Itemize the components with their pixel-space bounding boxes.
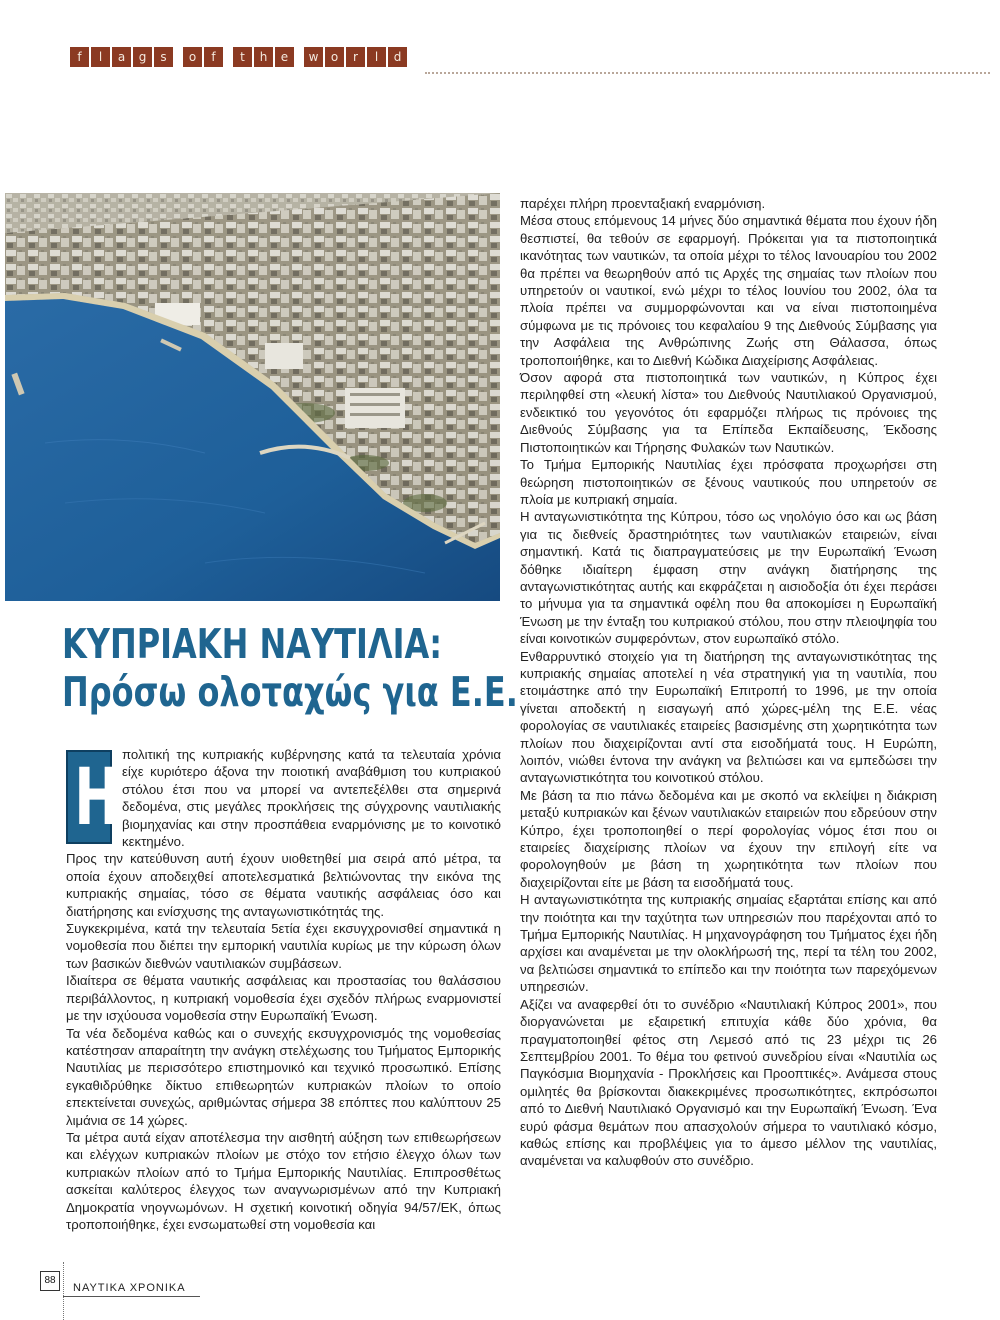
header-letter-tile: r bbox=[346, 47, 365, 67]
header-letter-tile: f bbox=[204, 47, 223, 67]
header-letter-tile: l bbox=[367, 47, 386, 67]
photo-illustration bbox=[5, 193, 500, 601]
paragraph: Ιδιαίτερα σε θέματα ναυτικής ασφάλειας και προστασίας του θαλάσσιου περιβάλλοντος, η κυπριακή νομοθεσία έχει σχεδόν πλήρως εναρμονιστεί με την ισχύουσα νομοθεσία στην Ευρωπαϊκή Ένωση. bbox=[66, 973, 501, 1024]
article-title bbox=[62, 620, 518, 716]
header-letter-tile: s bbox=[154, 47, 173, 67]
paragraph: Το Τμήμα Εμπορικής Ναυτιλίας έχει πρόσφατα προχωρήσει στη θεώρηση πιστοποιητικών σε ξένους ναυτικούς που υπηρετούν σε πλοία με κυπριακή σημαία. bbox=[520, 457, 937, 507]
paragraph: Τα νέα δεδομένα καθώς και ο συνεχής εκσυγχρονισμός της νομοθεσίας κατέστησαν απαραίτητη την ανάγκη στελέχωσης του Τμήματος Εμπορικής Ναυτιλίας με περισσότερο επιστημονικό και τεχνικό προσωπικό. Επίσης εγκαθιδρύθηκε δίκτυο επιθεωρητών κυπριακών πλοίων το οποίο επεκτείνεται συνεχώς, αριθμώντας σήμερα 38 επόπτες που καλύπτουν 25 λιμάνια σε 14 χώρες. bbox=[66, 1025, 501, 1128]
title-line-1: ΚΥΠΡΙΑΚΗ ΝΑΥΤΙΛΙΑ: bbox=[62, 620, 443, 668]
paragraph: Αξίζει να αναφερθεί ότι το συνέδριο «Ναυτιλιακή Κύπρος 2001», που διοργανώνεται με εξαιρετική επιτυχία κάθε δύο χρόνια, θα πραγματοποιηθεί φέτος στη Λεμεσό από τις 23 μέχρι τις 26 Σεπτεμβρίου 2001. Το θέμα του φετινού συνεδρίου είναι «Ναυτιλία ως Παγκόσμια Βιομηχανία - Προκλήσεις και Προοπτικές». Ανάμεσα στους ομιλητές θα βρίσκονται διακεκριμένες προσωπικότητες, εκπρόσωποι από το Διεθνή Ναυτιλιακό Οργανισμό και την Ευρωπαϊκή Ένωση. Ένα ευρύ φάσμα θεμάτων που απασχολούν σήμερα το ναυτιλιακό κόσμο, καθώς επίσης και προβλέψεις για το άμεσο μέλλον της ναυτιλίας, αναμένεται να καλυφθούν στο συνέδριο. bbox=[520, 996, 937, 1169]
header-dotted-rule bbox=[425, 72, 990, 74]
header-letter-tile: e bbox=[275, 47, 294, 67]
paragraph: Ενθαρρυντικό στοιχείο για τη διατήρηση της ανταγωνιστικότητας της κυπριακής σημαίας αποτελεί η νέα στρατηγική για τη ναυτιλία, που ετοιμάστηκε από την Ευρωπαϊκή Επιτροπή το 1996, με την οποία γίνεται αποδεκτή η εισαγωγή από χώρες-μέλη της Ε.Ε. νέας φορολογίας σε ναυτιλιακές εταιρείες βασισμένης στη χωρητικότητα των πλοίων που διαχειρίζονται αντί στα εισοδήματά τους. Η Ευρώπη, λοιπόν, νιώθει έντονα την ανάγκη να βελτιώσει και να εμπεδώσει την ανταγωνιστικότητα του κοινοτικού στόλου. bbox=[520, 648, 937, 786]
article-column-left bbox=[66, 746, 501, 1233]
paragraph: Η ανταγωνιστικότητα της κυπριακής σημαίας εξαρτάται επίσης και από την ποιότητα και την ταχύτητα των υπηρεσιών που παρέχονται από το Τμήμα Εμπορικής Ναυτιλίας. Η μηχανογράφηση του Τμήματος έχει ήδη αρχίσει και αναμένεται με την ολοκλήρωσή της, περί τα τέλη του 2002, να βελτιώσει σημαντικά το επίπεδο και την ποιότητα των παρεχόμενων υπηρεσιών. bbox=[520, 892, 937, 995]
article-column-right bbox=[520, 195, 937, 1170]
header-word bbox=[304, 47, 407, 69]
paragraph: Με βάση τα πιο πάνω δεδομένα και με σκοπό να εκλείψει η διάκριση μεταξύ κυπριακών και ξένων ναυτιλιακών εταιρειών που εδρεύουν στην Κύπρο, έχει τροποποιηθεί ο περί φορολογίας νόμος έτσι που οι εταιρείες διαχείρισης πλοίων να έχουν την επιλογή είτε να φορολογηθούν με βάση τη χωρητικότητα των πλοίων που διαχειρίζονται είτε με βάση τα εισοδήματά τους. bbox=[520, 787, 937, 890]
header-letter-tile: t bbox=[233, 47, 252, 67]
drop-cap bbox=[66, 750, 120, 844]
paragraph: Μέσα στους επόμενους 14 μήνες δύο σημαντικά θέματα που έχουν ήδη θεσπιστεί, θα τεθούν σε εφαρμογή. Πρόκειται για τα πιστοποιητικά ικανότητας των ναυτικών, τα οποία μέχρι το τέλος Ιανουαρίου του 2002 θα πρέπει να θεωρηθούν από τις Αρχές της σημαίας των πλοίων που υπηρετούν οι ναυτικοί, ενώ μέχρι το τέλος Ιουνίου του 2002, όλα τα πλοία πρέπει να συμμορφώνονται και να είναι πιστοποιημένα σύμφωνα με τις πρόνοιες του κεφαλαίου 9 της Διεθνούς Σύμβασης για την Ασφάλεια της Ανθρώπινης Ζωής στη Θάλασσα, όπως τροποποιήθηκε, και το Διεθνή Κώδικα Διαχείρισης Ασφάλειας. bbox=[520, 213, 937, 368]
coastal-city-photo bbox=[5, 193, 500, 601]
header-letter-tile: d bbox=[388, 47, 407, 67]
paragraph: Όσον αφορά στα πιστοποιητικά των ναυτικών, η Κύπρος έχει περιληφθεί στη «λευκή λίστα» του Διεθνούς Ναυτιλιακού Οργανισμού, ενδεικτικό του γεγονότος ότι εφαρμόζει πλήρως τις πρόνοιες της Διεθνούς Σύμβασης για τα Επίπεδα Εκπαίδευσης, Έκδοσης Πιστοποιητικών και Τήρησης Φυλακών των Ναυτικών. bbox=[520, 370, 937, 455]
footer-rule bbox=[63, 1296, 200, 1297]
header-letter-tile: g bbox=[133, 47, 152, 67]
header-letter-tile: o bbox=[325, 47, 344, 67]
header-letter-tile: h bbox=[254, 47, 273, 67]
header-letter-tile: a bbox=[112, 47, 131, 67]
header-word bbox=[183, 47, 223, 69]
paragraph: Συγκεκριμένα, κατά την τελευταία 5ετία έχει εκσυγχρονισθεί σημαντικά η νομοθεσία που διέπει την εμπορική ναυτιλία κυρίως με την κύρωση όλων των βασικών διεθνών ναυτιλιακών συμβάσεων. bbox=[66, 921, 501, 971]
header-word bbox=[233, 47, 294, 69]
paragraph: Η ανταγωνιστικότητα της Κύπρου, τόσο ως νηολόγιο όσο και ως βάση για τις διεθνείς δραστηριότητες των ναυτιλιακών εταιρειών, είναι σημαντική. Κατά τις διαπραγματεύσεις με την Ευρωπαϊκή Ένωση δόθηκε ιδιαίτερη έμφαση στην ανάγκη διατήρησης της ανταγωνιστικότητας αυτής και εκφράζεται η αισιοδοξία ότι έχει περάσει το μήνυμα για τα σημαντικά οφέλη που θα αποκομίσει η Ευρωπαϊκή Ένωση με την ένταξη του κυπριακού στόλου, που στην πλειοψηφία του είναι κοινοτικών συμφερόντων, στον ευρωπαϊκό στόλο. bbox=[520, 509, 937, 647]
header-letter-tile: l bbox=[91, 47, 110, 67]
footer-dotted-rule bbox=[63, 1262, 64, 1320]
header-letter-tile: o bbox=[183, 47, 202, 67]
title-line-2: Πρόσω ολοταχώς για Ε.Ε. bbox=[62, 668, 518, 716]
header-word bbox=[70, 47, 173, 69]
paragraph: Προς την κατεύθυνση αυτή έχουν υιοθετηθεί μια σειρά από μέτρα, τα οποία έχουν αποδειχθεί αποτελεσματικά βελτιώνοντας την εικόνα της κυπριακής σημαίας, τόσο σε θέματα ναυτικής ασφάλειας όσο και διατήρησης και ενίσχυσης της ανταγωνιστικότητάς της. bbox=[66, 851, 501, 919]
header-letter-tile: f bbox=[70, 47, 89, 67]
drop-cap-letter: Η bbox=[74, 753, 120, 843]
section-header-flags-of-the-world bbox=[70, 47, 407, 69]
paragraph: παρέχει πλήρη προενταξιακή εναρμόνιση. bbox=[520, 196, 766, 211]
header-letter-tile: w bbox=[304, 47, 323, 67]
publication-name: ΝΑΥΤΙΚΑ ΧΡΟΝΙΚΑ bbox=[73, 1282, 186, 1294]
paragraph: πολιτική της κυπριακής κυβέρνησης κατά τα τελευταία χρόνια είχε κυριότερο άξονα την ποιοτική αναβάθμιση του κυπριακού στόλου έτσι που να μπορεί να αντεπεξέλθει στα σημερινά δεδομένα, στις μεγάλες προκλήσεις της σύγχρονης ναυτιλιακής βιομηχανίας και στην προσπάθεια εναρμόνισης με το κοινοτικό κεκτημένο. bbox=[122, 747, 501, 850]
paragraph: Τα μέτρα αυτά είχαν αποτέλεσμα την αισθητή αύξηση των επιθεωρήσεων και ελέγχων κυπριακών πλοίων με στόχο τον ετήσιο έλεγχο όλων των κυπριακών πλοίων από το Τμήμα Εμπορικής Ναυτιλίας. Επιπροσθέτως ασκείται καλύτερος έλεγχος των αναγνωρισμένων από την Κυπριακή Δημοκρατία νηογνωμόνων. Η σχετική κοινοτική οδηγία 94/57/ΕΚ, όπως τροποποιήθηκε, έχει ενσωματωθεί στη νομοθεσία και bbox=[66, 1129, 501, 1232]
page-number: 88 bbox=[40, 1271, 60, 1291]
